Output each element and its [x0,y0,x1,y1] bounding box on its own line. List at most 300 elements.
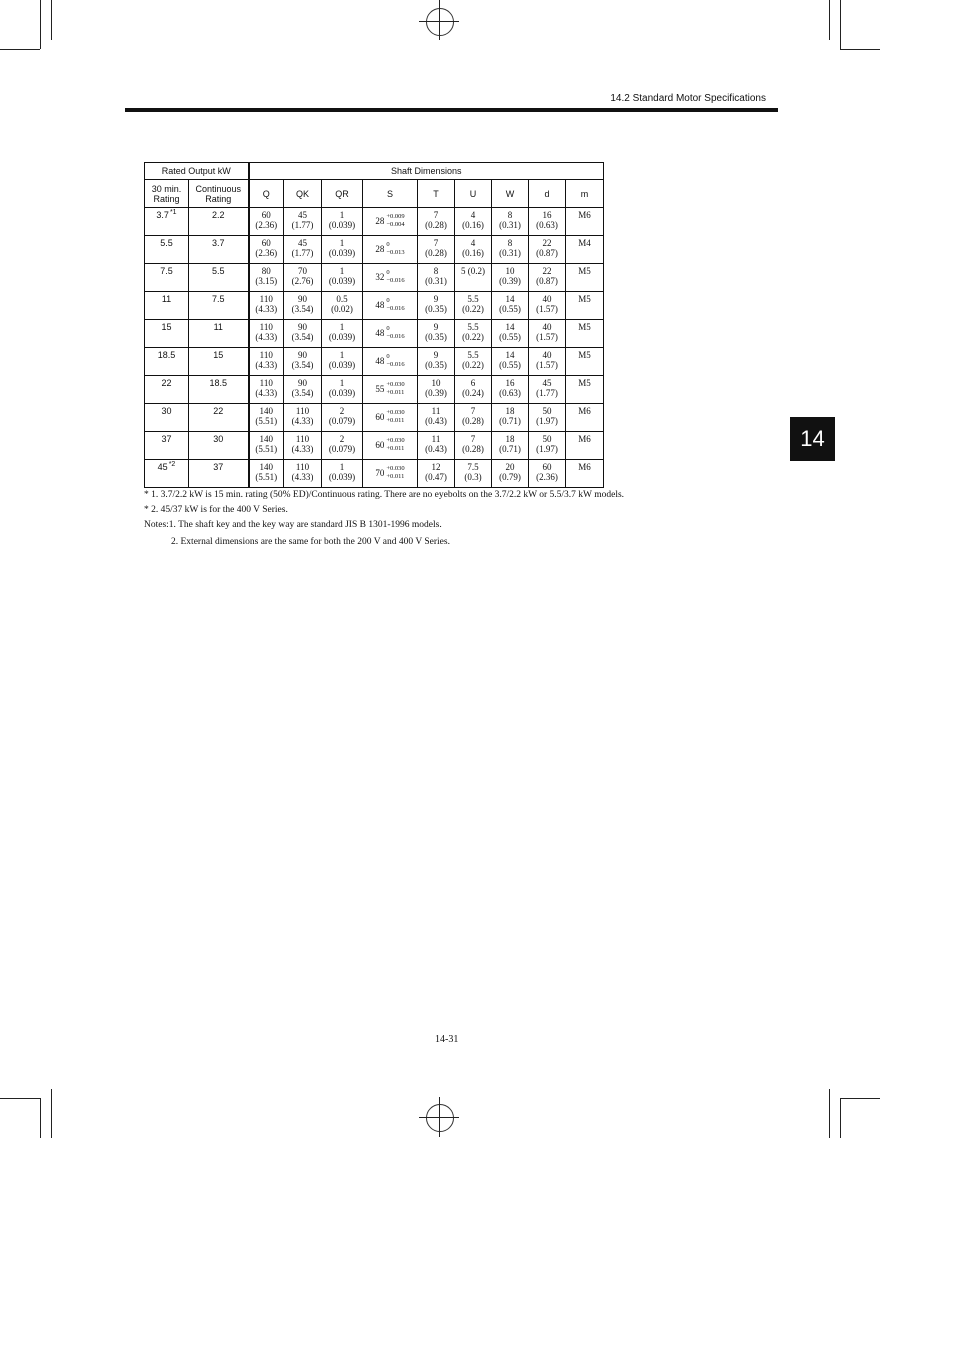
s-tolerance [386,465,404,481]
d-mm: 22 [542,238,552,248]
d-inch: (1.57) [536,332,558,342]
crop-mark [0,49,40,50]
t-cell [418,292,455,320]
s-mm: 48 [375,300,385,310]
rating-30min-cell [145,404,189,432]
d-cell [529,348,566,376]
rated-output-header: Rated Output kW [145,163,249,180]
u-mm: 7 [470,406,476,416]
rating-30min-value: 7.5 [160,266,173,276]
qr-cell [322,236,363,264]
qk-cell [284,292,322,320]
s-tolerance [386,381,404,397]
s-tolerance [386,437,404,453]
t-cell [418,404,455,432]
s-tol-lower: +0.011 [386,389,405,396]
footnote-ref: *2 [168,461,176,468]
d-inch: (1.77) [536,388,558,398]
rating-30min-cell [145,376,189,404]
w-cell [492,236,529,264]
qr-mm: 2 [339,406,345,416]
u-inch: (0.22) [462,332,484,342]
qr-inch: (0.039) [328,472,356,482]
qr-mm: 1 [339,378,345,388]
s-tol-upper: 0 [386,325,390,332]
w-cell [492,292,529,320]
w-inch: (0.63) [499,388,521,398]
chapter-tab: 14 [790,417,835,461]
qr-mm: 0.5 [336,294,348,304]
t-cell [418,208,455,236]
q-mm: 110 [259,294,273,304]
d-mm: 40 [542,294,552,304]
s-mm: 48 [375,328,385,338]
s-mm: 28 [375,216,385,226]
t-mm: 9 [433,322,439,332]
crop-mark [840,0,841,49]
w-cell [492,432,529,460]
u-inch: (0.28) [462,444,484,454]
u-cell [455,348,492,376]
d-mm: 40 [542,322,552,332]
m-cell: M5 [566,376,604,404]
q-inch: (4.33) [255,304,278,314]
qk-mm: 110 [295,406,310,416]
u-cell [455,460,492,488]
q-cell [249,376,284,404]
note-2: 2. External dimensions are the same for both the 200 V and 400 V Series. [171,537,450,547]
s-cell [363,348,418,376]
qk-mm: 90 [298,294,307,304]
qk-cell [284,432,322,460]
w-mm: 14 [505,294,515,304]
t-inch: (0.31) [425,276,447,286]
table-row [145,236,604,264]
u-mm: 6 [470,378,476,388]
d-mm: 60 [542,462,552,472]
section-title: 14.2 Standard Motor Specifications [610,93,766,104]
t-inch: (0.28) [425,248,447,258]
table-row [145,348,604,376]
continuous-rating-cell: 3.7 [189,236,249,264]
rating-30min-value: 18.5 [157,350,176,360]
u-cell [455,208,492,236]
s-cell [363,236,418,264]
q-inch: (3.15) [255,276,278,286]
qr-inch: (0.039) [328,332,356,342]
q-mm: 60 [261,210,271,220]
t-mm: 7 [433,210,439,220]
t-mm: 9 [433,350,439,360]
s-mm: 48 [375,356,385,366]
t-mm: 12 [431,462,441,472]
q-mm: 140 [259,462,273,472]
continuous-rating-cell: 18.5 [189,376,249,404]
s-tol-lower: +0.011 [386,473,405,480]
s-tol-upper: +0.030 [386,437,405,444]
w-inch: (0.55) [499,360,521,370]
s-mm: 28 [375,244,385,254]
s-tol-upper: 0 [386,269,390,276]
u-mm: 7.5 [467,462,479,472]
q-inch: (2.36) [255,220,278,230]
header-rule [125,108,778,112]
s-tol-lower: +0.011 [386,417,405,424]
q-cell [249,404,284,432]
t-inch: (0.43) [425,416,447,426]
qk-inch: (4.33) [291,472,314,482]
rating-30min-value: 45 [157,462,168,472]
s-mm: 60 [375,412,385,422]
s-mm: 70 [375,468,385,478]
d-cell [529,320,566,348]
qk-inch: (3.54) [291,304,314,314]
rating-30min-cell [145,236,189,264]
footnote-2: * 2. 45/37 kW is for the 400 V Series. [144,505,288,515]
d-inch: (0.63) [536,220,558,230]
s-tol-lower: +0.011 [386,445,405,452]
s-tolerance [386,213,404,229]
qk-mm: 45 [298,238,307,248]
q-mm: 110 [259,322,273,332]
d-mm: 50 [542,434,552,444]
d-inch: (2.36) [536,472,558,482]
qk-inch: (4.33) [291,444,314,454]
q-inch: (4.33) [255,332,278,342]
u-cell [455,432,492,460]
w-inch: (0.71) [499,416,521,426]
q-mm: 110 [259,378,273,388]
t-inch: (0.28) [425,220,447,230]
continuous-rating-cell: 11 [189,320,249,348]
q-inch: (5.51) [255,444,278,454]
q-cell [249,432,284,460]
s-cell [363,264,418,292]
s-tol-lower: −0.016 [386,361,405,368]
d-mm: 16 [542,210,552,220]
registration-mark [426,1104,454,1132]
w-cell [492,376,529,404]
u-cell [455,320,492,348]
rating-30min-cell [145,264,189,292]
qk-inch: (4.33) [291,416,314,426]
s-tol-lower: −0.004 [386,221,405,228]
u-mm: 5.5 [467,294,479,304]
d-mm: 22 [542,266,552,276]
q-inch: (5.51) [255,472,278,482]
s-cell [363,292,418,320]
note-1: Notes:1. The shaft key and the key way are standard JIS B 1301-1996 models. [144,520,442,530]
page-number: 14-31 [435,1034,459,1045]
table-row [145,432,604,460]
w-mm: 18 [505,406,515,416]
m-cell: M5 [566,292,604,320]
qk-mm: 90 [298,378,307,388]
rating-30min-value: 22 [161,378,172,388]
t-cell [418,348,455,376]
qr-mm: 1 [339,322,345,332]
s-cell [363,376,418,404]
qr-cell [322,348,363,376]
t-cell [418,460,455,488]
u-cell [455,264,492,292]
qr-inch: (0.079) [328,416,356,426]
qr-inch: (0.079) [328,444,356,454]
t-mm: 9 [433,294,439,304]
w-inch: (0.55) [499,332,521,342]
u-inch: (0.16) [462,248,484,258]
q-mm: 110 [259,350,273,360]
rating-30min-cell [145,208,189,236]
continuous-rating-cell: 15 [189,348,249,376]
table-row [145,320,604,348]
table-row [145,404,604,432]
u-cell [455,236,492,264]
s-tolerance [386,353,404,369]
footnote-1: * 1. 3.7/2.2 kW is 15 min. rating (50% ED)/Continuous rating. There are no eyebolts on the 3.7/2.2 kW or 5.5/3.7 kW models. [144,490,625,500]
w-mm: 14 [505,322,515,332]
u-mm: 4 [470,238,476,248]
crop-mark [840,1098,841,1138]
rating-30min-cell [145,348,189,376]
s-cell [363,432,418,460]
w-inch: (0.31) [499,220,521,230]
q-mm: 140 [259,434,273,444]
s-tolerance [386,325,404,341]
u-inch: (0.28) [462,416,484,426]
t-inch: (0.35) [425,360,447,370]
crop-mark [40,0,41,49]
d-cell [529,236,566,264]
table-row [145,460,604,488]
d-cell [529,292,566,320]
col-q: Q [249,180,284,208]
q-inch: (4.33) [255,388,278,398]
s-cell [363,460,418,488]
u-mm: 5.5 [467,322,479,332]
rating-30min-value: 11 [161,294,172,304]
s-tolerance [386,269,404,285]
rating-30min-cell [145,460,189,488]
w-mm: 10 [505,266,515,276]
crop-mark [51,0,52,40]
m-cell: M5 [566,348,604,376]
qk-mm: 90 [298,350,307,360]
w-cell [492,460,529,488]
d-cell [529,404,566,432]
w-mm: 8 [507,210,513,220]
qr-inch: (0.039) [328,360,356,370]
s-tolerance [386,297,404,313]
w-mm: 20 [505,462,515,472]
s-cell [363,208,418,236]
m-cell: M5 [566,320,604,348]
continuous-rating-cell: 5.5 [189,264,249,292]
continuous-rating-cell: 2.2 [189,208,249,236]
w-inch: (0.71) [499,444,521,454]
m-cell: M5 [566,264,604,292]
qk-cell [284,404,322,432]
qk-cell [284,236,322,264]
col-30min-rating: 30 min. Rating [145,180,189,208]
shaft-dimensions-table [144,162,604,488]
d-cell [529,264,566,292]
d-inch: (1.57) [536,360,558,370]
t-inch: (0.35) [425,304,447,314]
t-cell [418,432,455,460]
d-cell [529,460,566,488]
w-cell [492,264,529,292]
qr-inch: (0.039) [328,248,356,258]
s-mm: 32 [375,272,385,282]
t-mm: 7 [433,238,439,248]
qk-mm: 90 [298,322,307,332]
u-mm: 5.5 [467,350,479,360]
u-cell [455,376,492,404]
qr-cell [322,432,363,460]
d-mm: 45 [542,378,552,388]
registration-mark [439,0,440,40]
t-mm: 8 [433,266,439,276]
qr-inch: (0.039) [328,388,356,398]
w-mm: 8 [507,238,513,248]
qr-cell [322,404,363,432]
w-mm: 16 [505,378,515,388]
s-tol-upper: 0 [386,297,390,304]
q-mm: 140 [259,406,273,416]
qr-mm: 1 [339,462,345,472]
qr-cell [322,376,363,404]
col-w: W [492,180,529,208]
d-cell [529,432,566,460]
s-tolerance [386,409,404,425]
m-cell: M6 [566,404,604,432]
s-tol-lower: −0.013 [386,249,405,256]
w-inch: (0.31) [499,248,521,258]
qk-inch: (3.54) [291,388,314,398]
rating-30min-cell [145,292,189,320]
col-d: d [529,180,566,208]
w-cell [492,320,529,348]
w-cell [492,208,529,236]
shaft-dimensions-header: Shaft Dimensions [249,163,604,180]
q-cell [249,208,284,236]
qr-inch: (0.039) [328,220,356,230]
registration-mark [426,8,454,36]
t-cell [418,320,455,348]
crop-mark [829,0,830,40]
qk-mm: 45 [298,210,307,220]
qk-inch: (2.76) [291,276,314,286]
u-mm: 5 (0.2) [461,266,485,276]
s-tol-upper: +0.030 [386,381,405,388]
u-cell [455,292,492,320]
col-s: S [363,180,418,208]
s-tol-lower: −0.016 [386,277,405,284]
qk-cell [284,460,322,488]
col-qr: QR [322,180,363,208]
qk-mm: 110 [295,434,310,444]
crop-mark [0,1098,40,1099]
m-cell: M6 [566,432,604,460]
col-t: T [418,180,455,208]
q-cell [249,348,284,376]
crop-mark [51,1089,52,1138]
s-tol-lower: −0.016 [386,305,405,312]
d-mm: 40 [542,350,552,360]
t-cell [418,264,455,292]
qr-cell [322,208,363,236]
qk-inch: (3.54) [291,360,314,370]
table-row [145,376,604,404]
u-cell [455,404,492,432]
qk-cell [284,376,322,404]
q-mm: 80 [261,266,271,276]
rating-30min-value: 3.7 [156,210,169,220]
s-tolerance [386,241,404,257]
d-mm: 50 [542,406,552,416]
u-mm: 7 [470,434,476,444]
s-mm: 60 [375,440,385,450]
crop-mark [40,1098,41,1138]
crop-mark [840,49,880,50]
t-inch: (0.47) [425,472,447,482]
t-cell [418,376,455,404]
s-mm: 55 [375,384,385,394]
qk-mm: 70 [298,266,307,276]
registration-mark [419,21,459,22]
w-cell [492,348,529,376]
table-row [145,264,604,292]
qk-mm: 110 [295,462,310,472]
qk-cell [284,320,322,348]
qr-mm: 1 [339,350,345,360]
continuous-rating-cell: 22 [189,404,249,432]
q-cell [249,320,284,348]
t-mm: 11 [431,406,441,416]
d-inch: (1.97) [536,444,558,454]
t-inch: (0.35) [425,332,447,342]
col-continuous-rating: Continuous Rating [189,180,249,208]
w-inch: (0.79) [499,472,521,482]
s-tol-upper: +0.009 [386,213,405,220]
q-inch: (4.33) [255,360,278,370]
qk-cell [284,208,322,236]
u-inch: (0.22) [462,304,484,314]
qk-cell [284,264,322,292]
w-mm: 18 [505,434,515,444]
qr-mm: 1 [339,238,345,248]
t-mm: 11 [431,434,441,444]
qr-inch: (0.02) [331,304,353,314]
col-u: U [455,180,492,208]
m-cell: M6 [566,208,604,236]
qr-mm: 1 [339,266,345,276]
t-mm: 10 [431,378,441,388]
footnote-ref: *1 [169,209,177,216]
q-cell [249,460,284,488]
d-inch: (1.57) [536,304,558,314]
w-inch: (0.39) [499,276,521,286]
qr-mm: 1 [339,210,345,220]
rating-30min-cell [145,320,189,348]
table-row [145,208,604,236]
q-mm: 60 [261,238,271,248]
qr-cell [322,460,363,488]
continuous-rating-cell: 30 [189,432,249,460]
s-cell [363,320,418,348]
qr-cell [322,320,363,348]
